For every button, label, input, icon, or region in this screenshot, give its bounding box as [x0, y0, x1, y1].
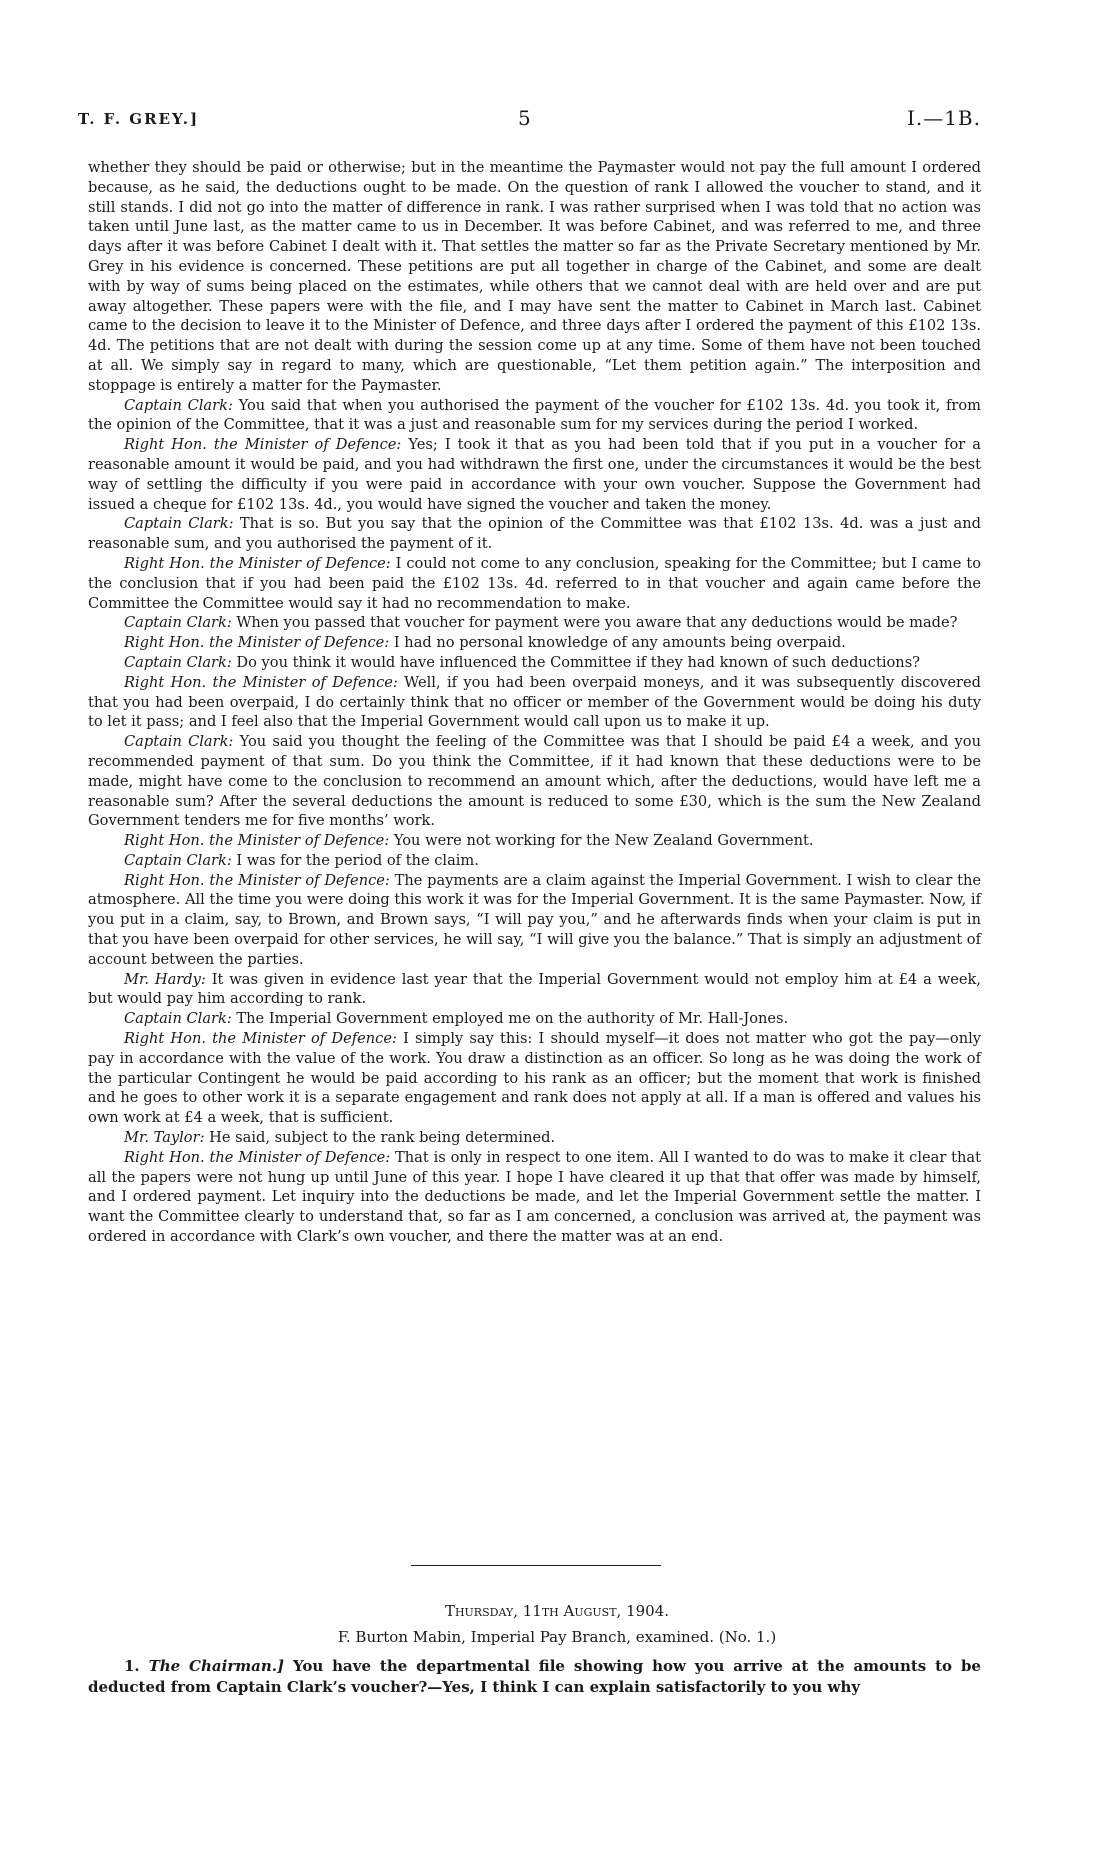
question-text: You have the departmental file showing how you arrive at the amounts to be deducted from Captain Clark’s voucher?—Yes, I think I can explain satisfactorily to you why	[88, 1657, 981, 1696]
question-paragraph	[88, 1656, 981, 1698]
paragraph	[88, 1029, 981, 1128]
paragraph	[88, 613, 981, 633]
witness-examined-line: F. Burton Mabin, Imperial Pay Branch, examined. (No. 1.)	[337, 1628, 777, 1646]
paragraph-text: That is only in respect to one item. All I wanted to do was to make it clear that all the papers were not hung up until June of this year. I hope I have cleared it up that that offer was made by himself, and I ordered payment. Let inquiry into the deductions be made, and let the Imperial Government settle the matter. I want the Committee clearly to understand that, so far as I am concerned, a conclusion was arrived at, the payment was ordered in accordance with Clark’s own voucher, and there the matter was at an end.	[88, 1148, 981, 1246]
paragraph-text: The payments are a claim against the Imperial Government. I wish to clear the atmosphere. All the time you were doing this work it was for the Imperial Government. It is the same Paymaster. Now, if you put in a claim, say, to Brown, and Brown says, “I will pay you,” and he afterwards finds when your claim is put in that you have been overpaid for other services, he will say, “I will give you the balance.” That is simply an adjustment of account between the parties.	[88, 871, 982, 968]
paragraph-text: Do you think it would have influenced the Committee if they had known of such deductions?	[236, 653, 921, 671]
paragraph	[88, 653, 981, 673]
speaker: Right Hon. the Minister of Defence:	[124, 673, 398, 691]
speaker: Captain Clark:	[124, 1010, 232, 1028]
paragraph-text: It was given in evidence last year that the Imperial Government would not employ him at £4 a week, but would pay him according to rank.	[88, 970, 981, 1008]
paragraph-text: I could not come to any conclusion, speaking for the Committee; but I came to the conclusion that if you had been paid the £102 13s. 4d. referred to in that voucher and again came before the Committee the Committee would say it had no recommendation to make.	[88, 554, 981, 612]
paragraph-text: He said, subject to the rank being determined.	[209, 1129, 556, 1147]
paragraph	[88, 871, 981, 970]
paragraph	[88, 673, 981, 732]
paragraph	[88, 435, 981, 514]
speaker: Captain Clark:	[124, 851, 232, 869]
speaker: Captain Clark:	[124, 733, 234, 751]
paragraph	[88, 396, 981, 436]
paragraph	[88, 732, 981, 831]
paragraph-text: I simply say this: I should myself—it does not matter who got the pay—only pay in accordance with the value of the work. You draw a distinction as an officer. So long as he was doing the work of the particular Contingent he would be paid according to his rank as an officer; but the moment that work is finished and he goes to other work it is a separate engagement and rank does not apply at all. If a man is offered and values his own work at £4 a week, that is sufficient.	[88, 1030, 982, 1127]
paragraph-text: I had no personal knowledge of any amounts being overpaid.	[393, 634, 846, 652]
page-number: 5	[518, 106, 531, 130]
speaker: Right Hon. the Minister of Defence:	[124, 1148, 391, 1166]
paragraph-text: You were not working for the New Zealand Government.	[393, 832, 814, 850]
paragraph	[88, 1009, 981, 1029]
question-speaker: The Chairman.]	[148, 1657, 285, 1675]
speaker: Right Hon. the Minister of Defence:	[124, 634, 390, 652]
speaker: Right Hon. the Minister of Defence:	[124, 832, 390, 850]
paragraph	[88, 970, 981, 1010]
paragraph-text: The Imperial Government employed me on the authority of Mr. Hall-Jones.	[236, 1010, 789, 1028]
paragraph	[88, 1148, 981, 1247]
paragraph	[88, 158, 981, 396]
speaker: Captain Clark:	[124, 396, 233, 414]
paragraph	[88, 831, 981, 851]
speaker: Right Hon. the Minister of Defence:	[124, 436, 402, 454]
paragraph-text: You said that when you authorised the payment of the voucher for £102 13s. 4d. you took it, from the opinion of the Committee, that it was a just and reasonable sum for my services during the period I worked.	[88, 396, 981, 434]
paragraph	[88, 514, 981, 554]
paragraph-text: whether they should be paid or otherwise; but in the meantime the Paymaster would not pay the full amount I ordered because, as he said, the deductions ought to be made. On the question of rank I allowed the voucher to stand, and it still stands. I did not go into the matter of difference in rank. I was rather surprised when I was told that no action was taken until June last, as the matter came to us in December. It was before Cabinet, and was referred to me, and three days after it was before Cabinet I dealt with it. That settles the matter so far as the Private Secretary mentioned by Mr. Grey in his evidence is concerned. These petitions are put all together in charge of the Cabinet, and some are dealt with by way of sums being placed on the estimates, while others that we cannot deal with are held over and are put away altogether. These papers were with the file, and I may have sent the matter to Cabinet in March last. Cabinet came to the decision to leave it to the Minister of Defence, and three days after I ordered the payment of this £102 13s. 4d. The petitions that are not dealt with during the session come up at any time. Some of them have not been touched at all. We simply say in regard to many, which are questionable, “Let them petition again.” The interposition and stoppage is entirely a matter for the Paymaster.	[88, 159, 981, 394]
speaker: Captain Clark:	[124, 653, 232, 671]
section-divider	[411, 1565, 661, 1566]
speaker: Captain Clark:	[124, 614, 232, 632]
paragraph	[88, 1128, 981, 1148]
paragraph-text: Well, if you had been overpaid moneys, and it was subsequently discovered that you had been overpaid, I do certainly think that no officer or member of the Government would be doing his duty to let it pass; and I feel also that the Imperial Government would call upon us to make it up.	[88, 673, 981, 731]
paragraph-text: You said you thought the feeling of the Committee was that I should be paid £4 a week, and you recommended payment of that sum. Do you think the Committee, if it had known that these deductions were to be made, might have come to the conclusion to recommend an amount which, after the deductions, would have left me a reasonable sum? After the several deductions the amount is reduced to some £30, which is the sum the New Zealand Government tenders me for five months’ work.	[88, 733, 981, 830]
question-number: 1.	[124, 1657, 140, 1675]
paragraph-text: I was for the period of the claim.	[236, 851, 479, 869]
paragraph	[88, 851, 981, 871]
paragraph-text: That is so. But you say that the opinion of the Committee was that £102 13s. 4d. was a just and reasonable sum, and you authorised the payment of it.	[88, 515, 982, 553]
speaker: Right Hon. the Minister of Defence:	[124, 1030, 397, 1048]
paragraph	[88, 554, 981, 613]
evidence-body	[88, 158, 981, 1247]
paragraph-text: When you passed that voucher for payment were you aware that any deductions would be made?	[236, 614, 958, 632]
examination-body	[88, 1656, 981, 1698]
speaker: Right Hon. the Minister of Defence:	[124, 554, 391, 572]
session-date: Thursday, 11th August, 1904.	[444, 1602, 670, 1620]
page-header	[78, 106, 981, 136]
header-witness-name: T. F. GREY.]	[78, 110, 200, 128]
speaker: Mr. Taylor:	[124, 1129, 205, 1147]
paragraph	[88, 633, 981, 653]
speaker: Right Hon. the Minister of Defence:	[124, 871, 390, 889]
speaker: Mr. Hardy:	[124, 970, 206, 988]
document-reference: I.—1B.	[906, 106, 981, 130]
speaker: Captain Clark:	[124, 515, 234, 533]
paragraph-text: Yes; I took it that as you had been told that if you put in a voucher for a reasonable amount it would be paid, and you had withdrawn the first one, under the circumstances it would be the best way of settling the difficulty if you were paid in accordance with your own voucher. Suppose the Government had issued a cheque for £102 13s. 4d., you would have signed the voucher and taken the money.	[88, 436, 981, 513]
